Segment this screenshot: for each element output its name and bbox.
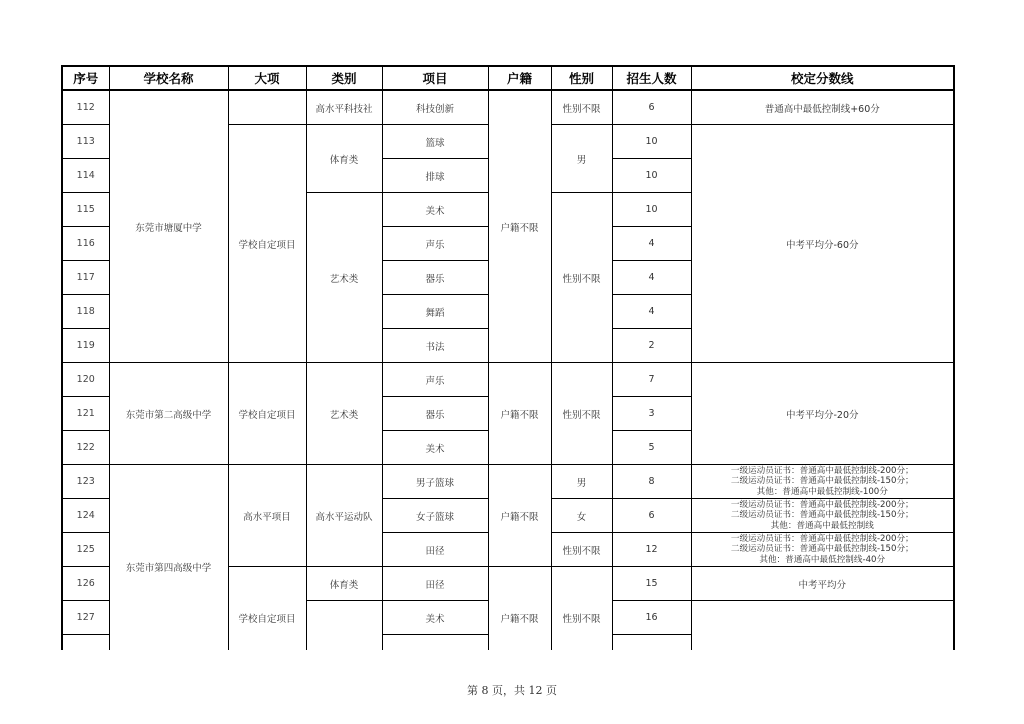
gender-cell: 男 bbox=[551, 465, 612, 499]
hukou-cell: 户籍不限 bbox=[488, 465, 551, 567]
score-line: 其他：普通高中最低控制线-100分 bbox=[756, 486, 888, 497]
row-idx: 121 bbox=[62, 397, 109, 431]
item-cell: 篮球 bbox=[382, 125, 488, 159]
count-cell: 4 bbox=[612, 261, 691, 295]
table-row bbox=[62, 90, 954, 125]
count-cell: 6 bbox=[612, 499, 691, 533]
score-line: 一级运动员证书：普通高中最低控制线-200分； bbox=[730, 499, 914, 510]
score-cell: 普通高中最低控制线+60分 bbox=[691, 90, 954, 125]
row-idx: 123 bbox=[62, 465, 109, 499]
table-header-row bbox=[62, 66, 954, 90]
header-gender: 性别 bbox=[551, 66, 612, 90]
item-cell: 女子篮球 bbox=[382, 499, 488, 533]
gender-cell: 女 bbox=[551, 499, 612, 533]
table-row bbox=[62, 465, 954, 499]
header-idx: 序号 bbox=[62, 66, 109, 90]
count-cell: 4 bbox=[612, 295, 691, 329]
score-line: 二级运动员证书：普通高中最低控制线-150分； bbox=[730, 476, 914, 487]
row-idx: 122 bbox=[62, 431, 109, 465]
count-cell: 4 bbox=[612, 227, 691, 261]
item-cell: 排球 bbox=[382, 159, 488, 193]
table-row bbox=[62, 363, 954, 397]
hukou-cell: 户籍不限 bbox=[488, 567, 551, 651]
item-cell: 美术 bbox=[382, 601, 488, 635]
score-line: 一级运动员证书：普通高中最低控制线-200分； bbox=[730, 533, 914, 544]
school-name-cell: 东莞市第二高级中学 bbox=[109, 363, 228, 465]
category-cell: 体育类 bbox=[306, 125, 382, 193]
score-line: 二级运动员证书：普通高中最低控制线-150分； bbox=[730, 544, 914, 555]
count-cell: 5 bbox=[612, 431, 691, 465]
count-cell: 10 bbox=[612, 159, 691, 193]
item-cell bbox=[382, 635, 488, 651]
header-score: 校定分数线 bbox=[691, 66, 954, 90]
row-idx: 112 bbox=[62, 90, 109, 125]
count-cell: 12 bbox=[612, 533, 691, 567]
score-cell bbox=[691, 533, 954, 567]
header-hukou: 户籍 bbox=[488, 66, 551, 90]
category-cell bbox=[306, 601, 382, 651]
row-idx: 125 bbox=[62, 533, 109, 567]
count-cell: 2 bbox=[612, 329, 691, 363]
row-idx: 126 bbox=[62, 567, 109, 601]
category-cell: 体育类 bbox=[306, 567, 382, 601]
category-cell: 高水平运动队 bbox=[306, 465, 382, 567]
hukou-cell: 户籍不限 bbox=[488, 363, 551, 465]
category-cell: 艺术类 bbox=[306, 193, 382, 363]
count-cell: 10 bbox=[612, 193, 691, 227]
count-cell bbox=[612, 635, 691, 651]
count-cell: 6 bbox=[612, 90, 691, 125]
major-cell: 高水平项目 bbox=[228, 465, 306, 567]
page-footer: 第 8 页，共 12 页 bbox=[467, 684, 557, 697]
count-cell: 15 bbox=[612, 567, 691, 601]
gender-cell: 性别不限 bbox=[551, 363, 612, 465]
header-school: 学校名称 bbox=[109, 66, 228, 90]
score-cell: 中考平均分-60分 bbox=[691, 125, 954, 363]
major-cell: 学校自定项目 bbox=[228, 567, 306, 651]
row-idx: 118 bbox=[62, 295, 109, 329]
item-cell: 器乐 bbox=[382, 261, 488, 295]
score-cell bbox=[691, 499, 954, 533]
item-cell: 舞蹈 bbox=[382, 295, 488, 329]
gender-cell: 性别不限 bbox=[551, 193, 612, 363]
count-cell: 10 bbox=[612, 125, 691, 159]
school-name-cell: 东莞市塘厦中学 bbox=[109, 90, 228, 363]
major-cell: 学校自定项目 bbox=[228, 125, 306, 363]
count-cell: 7 bbox=[612, 363, 691, 397]
major-cell bbox=[228, 90, 306, 125]
header-category: 类别 bbox=[306, 66, 382, 90]
row-idx: 116 bbox=[62, 227, 109, 261]
count-cell: 8 bbox=[612, 465, 691, 499]
item-cell: 书法 bbox=[382, 329, 488, 363]
row-idx: 115 bbox=[62, 193, 109, 227]
gender-cell: 男 bbox=[551, 125, 612, 193]
item-cell: 田径 bbox=[382, 567, 488, 601]
score-cell bbox=[691, 601, 954, 651]
score-line: 其他：普通高中最低控制线 bbox=[770, 520, 874, 531]
gender-cell: 性别不限 bbox=[551, 567, 612, 651]
score-line: 其他：普通高中最低控制线-40分 bbox=[759, 554, 886, 565]
category-cell: 高水平科技社 bbox=[306, 90, 382, 125]
row-idx: 117 bbox=[62, 261, 109, 295]
row-idx: 119 bbox=[62, 329, 109, 363]
row-idx bbox=[62, 635, 109, 651]
admission-table bbox=[61, 65, 955, 650]
major-cell: 学校自定项目 bbox=[228, 363, 306, 465]
category-cell: 艺术类 bbox=[306, 363, 382, 465]
score-line: 二级运动员证书：普通高中最低控制线-150分； bbox=[730, 510, 914, 521]
gender-cell: 性别不限 bbox=[551, 533, 612, 567]
header-item: 项目 bbox=[382, 66, 488, 90]
item-cell: 田径 bbox=[382, 533, 488, 567]
score-cell: 中考平均分 bbox=[691, 567, 954, 601]
score-line: 一级运动员证书：普通高中最低控制线-200分； bbox=[730, 465, 914, 476]
header-count: 招生人数 bbox=[612, 66, 691, 90]
item-cell: 声乐 bbox=[382, 227, 488, 261]
gender-cell: 性别不限 bbox=[551, 90, 612, 125]
item-cell: 科技创新 bbox=[382, 90, 488, 125]
count-cell: 16 bbox=[612, 601, 691, 635]
item-cell: 美术 bbox=[382, 431, 488, 465]
score-cell bbox=[691, 465, 954, 499]
school-name-cell: 东莞市第四高级中学 bbox=[109, 465, 228, 651]
row-idx: 127 bbox=[62, 601, 109, 635]
item-cell: 器乐 bbox=[382, 397, 488, 431]
item-cell: 男子篮球 bbox=[382, 465, 488, 499]
hukou-cell: 户籍不限 bbox=[488, 90, 551, 363]
row-idx: 120 bbox=[62, 363, 109, 397]
item-cell: 声乐 bbox=[382, 363, 488, 397]
item-cell: 美术 bbox=[382, 193, 488, 227]
header-major: 大项 bbox=[228, 66, 306, 90]
score-cell: 中考平均分-20分 bbox=[691, 363, 954, 465]
row-idx: 113 bbox=[62, 125, 109, 159]
count-cell: 3 bbox=[612, 397, 691, 431]
row-idx: 114 bbox=[62, 159, 109, 193]
row-idx: 124 bbox=[62, 499, 109, 533]
